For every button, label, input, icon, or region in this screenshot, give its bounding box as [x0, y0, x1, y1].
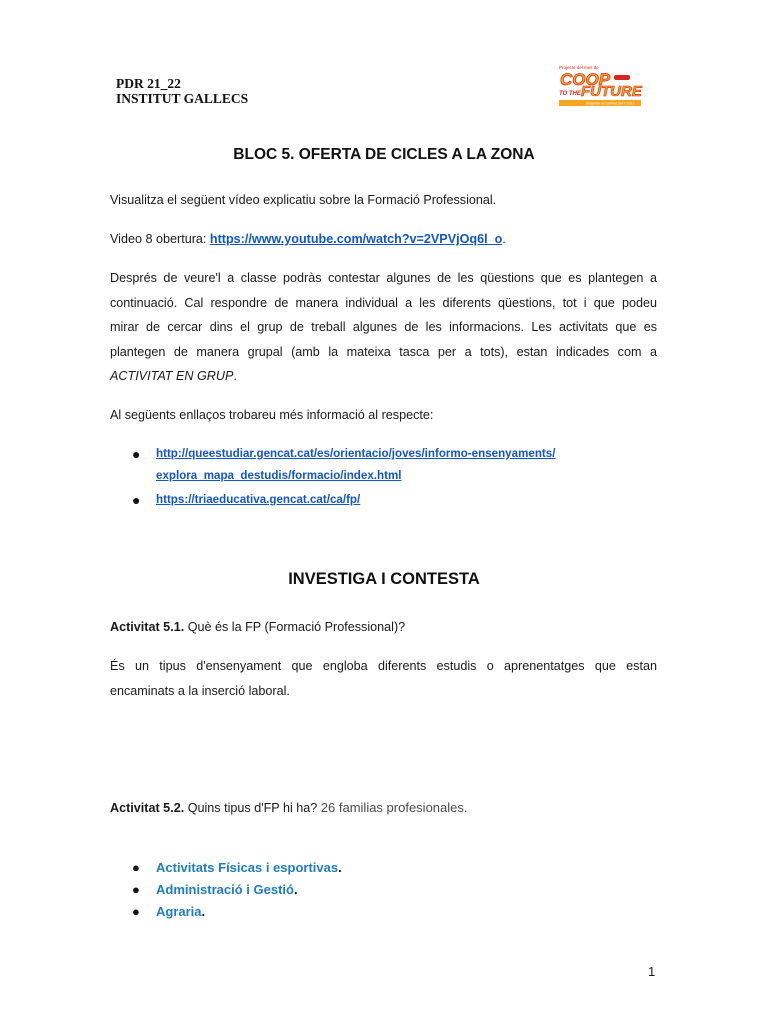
section-title-investiga: INVESTIGA I CONTESTA — [288, 570, 480, 588]
logo-word-coop: COOP — [560, 70, 611, 89]
instructions-paragraph — [110, 266, 657, 389]
logo-bottom-text: progama de centres EMT 2021 — [586, 101, 635, 106]
bullet-icon: ● — [132, 882, 140, 897]
logo-top-text: Projecte del mes de — [559, 65, 599, 70]
bullet-icon: ● — [132, 446, 141, 462]
header-line-1: PDR 21_22 — [116, 76, 181, 91]
activitat-5-1-label: Activitat 5.1. — [110, 620, 185, 634]
logo-word-future: FUTURE — [581, 83, 642, 100]
document-header — [116, 76, 248, 106]
video-end: . — [502, 232, 506, 246]
bullet-icon: ● — [132, 492, 141, 508]
instructions-line-4: plantegen de manera grupal (amb la mateixa tasca per a tots), estan indicades com a — [110, 344, 657, 359]
video-label: Video 8 obertura: — [110, 232, 210, 246]
header-line-2: INSTITUT GALLECS — [116, 91, 249, 106]
instructions-line-1: Després de veure'l a classe podràs contestar algunes de les qüestions que es plantegen a — [110, 271, 657, 285]
list-item: ● Administració i Gestió. — [132, 879, 342, 901]
page-number: 1 — [648, 964, 656, 979]
list-item: ● Activitats Físicas i esportivas. — [132, 857, 342, 879]
list-item — [132, 489, 555, 511]
coop-to-the-future-logo — [556, 63, 646, 109]
activitat-5-2-question: Quins tipus d'FP hi ha? — [184, 801, 321, 815]
family-name: Administració i Gestió — [156, 882, 294, 897]
activitat-5-2-answer: 26 familias profesionales. — [320, 800, 468, 815]
family-name: Activitats Físicas i esportivas — [156, 860, 339, 875]
list-item — [132, 443, 555, 489]
bullet-icon: ● — [132, 860, 140, 875]
answer-line-2: encaminats a la inserció laboral. — [110, 683, 290, 698]
links-intro: Al següents enllaços trobareu més informació al respecte: — [110, 408, 434, 422]
answer-line-1: És un tipus d'ensenyament que engloba diferents estudis o aprenentatges que estan — [110, 659, 657, 673]
logo-word-tothe: TO THE — [559, 91, 581, 97]
triaeducativa-link[interactable]: https://triaeducativa.gencat.cat/ca/fp/ — [156, 493, 361, 506]
activitat-5-1-question: Què és la FP (Formació Professional)? — [184, 620, 406, 634]
activitat-5-1 — [110, 615, 657, 640]
instructions-line-3: mirar de cercar dins el grup de treball algunes de les informacions. Les activitats que es — [110, 320, 657, 334]
section-title-bloc5: BLOC 5. OFERTA DE CICLES A LA ZONA — [233, 146, 535, 163]
activitat-5-1-answer — [110, 654, 657, 703]
intro-paragraph: Visualitza el següent vídeo explicatiu sobre la Formació Professional. — [110, 193, 497, 207]
list-item: ● Agraria. — [132, 901, 342, 923]
bullet-icon: ● — [132, 904, 140, 919]
instructions-line-5 — [110, 364, 657, 389]
links-list — [132, 443, 555, 511]
activitat-5-2-label: Activitat 5.2. — [110, 801, 185, 815]
video-line — [110, 227, 657, 252]
instructions-line-5-end: . — [233, 369, 237, 383]
instructions-line-2: continuació. Cal respondre de manera individual a les diferents qüestions, tot i que podeu — [110, 295, 657, 310]
families-list — [132, 857, 342, 923]
activitat-5-2 — [110, 796, 657, 821]
queestudiar-link[interactable]: http://queestudiar.gencat.cat/es/orientacio/joves/informo-ensenyaments/ explora_mapa_destudis/formacio/index.html — [156, 447, 556, 482]
video-link[interactable]: https://www.youtube.com/watch?v=2VPVjOq6l_o — [209, 232, 503, 246]
activitat-en-grup-text: ACTIVITAT EN GRUP — [110, 369, 234, 383]
logo-car-shape — [614, 75, 630, 80]
family-name: Agraria — [156, 904, 202, 919]
